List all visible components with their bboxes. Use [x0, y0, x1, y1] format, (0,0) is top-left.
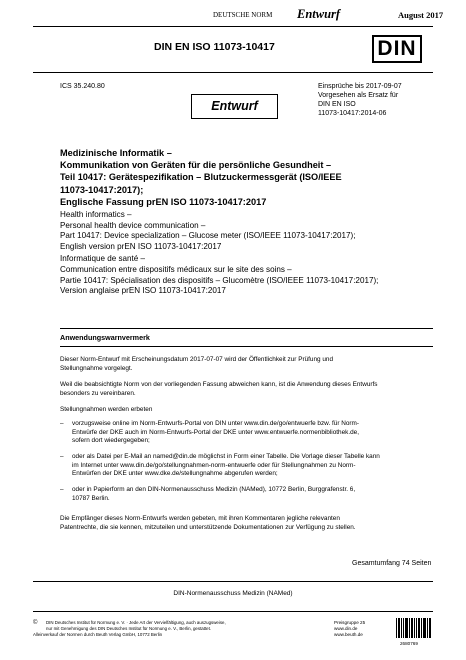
text-line: 10787 Berlin.: [72, 494, 110, 502]
publication-date: August 2017: [398, 10, 444, 20]
bullet-dash: –: [60, 486, 64, 493]
title-line: Englische Fassung prEN ISO 11073-10417:2017: [60, 196, 267, 207]
website-link[interactable]: www.beuth.de: [334, 632, 363, 637]
notice-paragraph-2: [60, 381, 430, 398]
replacement-line: Einsprüche bis 2017-09-07: [318, 83, 402, 90]
status-label: Entwurf: [297, 7, 341, 21]
ics-code: ICS 35.240.80: [60, 83, 105, 90]
notice-paragraph-3: Stellungnahmen werden erbeten: [60, 406, 153, 413]
title-line: English version prEN ISO 11073-10417:2017: [60, 241, 222, 251]
notice-paragraph-4: [60, 515, 430, 532]
text-line: Entwürfe der DKE auch im Norm-Entwurfs-Portal der DKE unter www.entwuerfe.normenbibliothek.de,: [72, 428, 359, 436]
draft-box: Entwurf: [191, 94, 278, 119]
text-line: Alleinverkauf der Normen durch Beuth Verlag GmbH, 10772 Berlin: [33, 632, 163, 637]
price-info: [334, 620, 365, 638]
text-line: Patentrechte, die sie kennen, mitzuteilen und unterstützende Dokumentationen zur Verfügung zu stellen.: [60, 523, 356, 531]
title-line: Part 10417: Device specialization – Glucose meter (ISO/IEEE 11073-10417:2017);: [60, 231, 356, 241]
replacement-line: 11073-10417:2014-06: [318, 110, 387, 117]
title-line: Health informatics –: [60, 210, 132, 220]
title-line: Personal health device communication –: [60, 220, 206, 230]
english-title: [60, 210, 420, 252]
title-line: Partie 10417: Spécialisation des dispositifs – Glucomètre (ISO/IEEE 11073-10417:2017);: [60, 275, 379, 285]
organization-label: DEUTSCHE NORM: [213, 11, 273, 19]
text-line: Weil die beabsichtigte Norm von der vorliegenden Fassung abweichen kann, ist die Anwendung dieses Entwurfs: [60, 381, 378, 388]
bullet-dash: –: [60, 453, 64, 460]
top-header: [0, 6, 466, 24]
text-line: Dieser Norm-Entwurf mit Erscheinungsdatum 2017-07-07 wird der Öffentlichkeit zur Prüfung und: [60, 356, 334, 363]
price-group: Preisgruppe 25: [334, 620, 366, 625]
text-line: vorzugsweise online im Norm-Entwurfs-Portal von DIN unter www.din.de/go/entwuerfe bzw. für Norm-: [72, 420, 359, 427]
title-line: Kommunikation von Geräten für die persönliche Gesundheit –: [60, 160, 332, 171]
footer-rule: [33, 611, 433, 612]
website-link[interactable]: www.din.de: [334, 626, 358, 631]
total-pages: Gesamtumfang 74 Seiten: [352, 560, 432, 567]
text-line: im Internet unter www.din.de/go/stellungnahmen-norm-entwuerfe oder für Stellungnahmen zu Norm-: [72, 461, 356, 469]
barcode-icon: [396, 618, 432, 638]
text-line: besonders zu vereinbaren.: [60, 389, 136, 397]
titles-rule: [60, 328, 433, 329]
header-rule: [33, 72, 433, 73]
titles-block: [60, 147, 420, 297]
title-line: Informatique de santé –: [60, 254, 146, 264]
title-line: 11073-10417:2017);: [60, 184, 144, 195]
german-title: [60, 147, 420, 208]
text-line: oder in Papierform an den DIN-Normenausschuss Medizin (NAMed), 10772 Berlin, Burggrafenstr. 6,: [72, 486, 356, 493]
text-line: DIN Deutsches Institut für Normung e. V. · Jede Art der Vervielfältigung, auch auszugsweise,: [46, 620, 226, 625]
norm-number: DIN EN ISO 11073-10417: [154, 41, 275, 53]
text-line: Die Empfänger dieses Norm-Entwurfs werden gebeten, mit ihren Kommentaren jegliche relevanten: [60, 515, 340, 522]
replacement-line: DIN EN ISO: [318, 101, 356, 108]
text-line: nur mit Genehmigung des DIN Deutsches Institut für Normung e. V., Berlin, gestattet.: [46, 626, 212, 631]
replacement-line: Vorgesehen als Ersatz für: [318, 92, 399, 99]
text-line: Stellungnahme vorgelegt.: [60, 364, 133, 372]
notice-heading: Anwendungswarnvermerk: [60, 333, 150, 342]
notice-heading-rule: [60, 346, 433, 347]
title-line: Teil 10417: Gerätespezifikation – Blutzuckermessgerät (ISO/IEEE: [60, 172, 342, 183]
din-logo: DIN: [372, 35, 422, 63]
committee-rule: [33, 581, 433, 582]
text-line: sofern dort wiedergegeben;: [72, 437, 150, 445]
notice-paragraph-1: [60, 356, 430, 373]
committee-name: DIN-Normenausschuss Medizin (NAMed): [173, 590, 293, 597]
french-title: [60, 254, 420, 296]
text-line: oder als Datei per E-Mail an named@din.de möglichst in Form einer Tabelle. Die Vorlage dieser Tabelle kann: [72, 453, 380, 460]
copyright-symbol: ©: [33, 620, 38, 626]
top-rule: [33, 26, 433, 27]
bullet-dash: –: [60, 420, 64, 427]
title-line: Version anglaise prEN ISO 11073-10417:2017: [60, 286, 226, 296]
title-line: Communication entre dispositifs médicaux sur le site des soins –: [60, 264, 292, 274]
replacement-info: [318, 82, 402, 118]
text-line: Entwürfen der DKE unter www.dke.de/stellungnahme abgerufen werden;: [72, 470, 278, 478]
document-number: 2680769: [400, 641, 418, 646]
title-line: Medizinische Informatik –: [60, 148, 172, 158]
